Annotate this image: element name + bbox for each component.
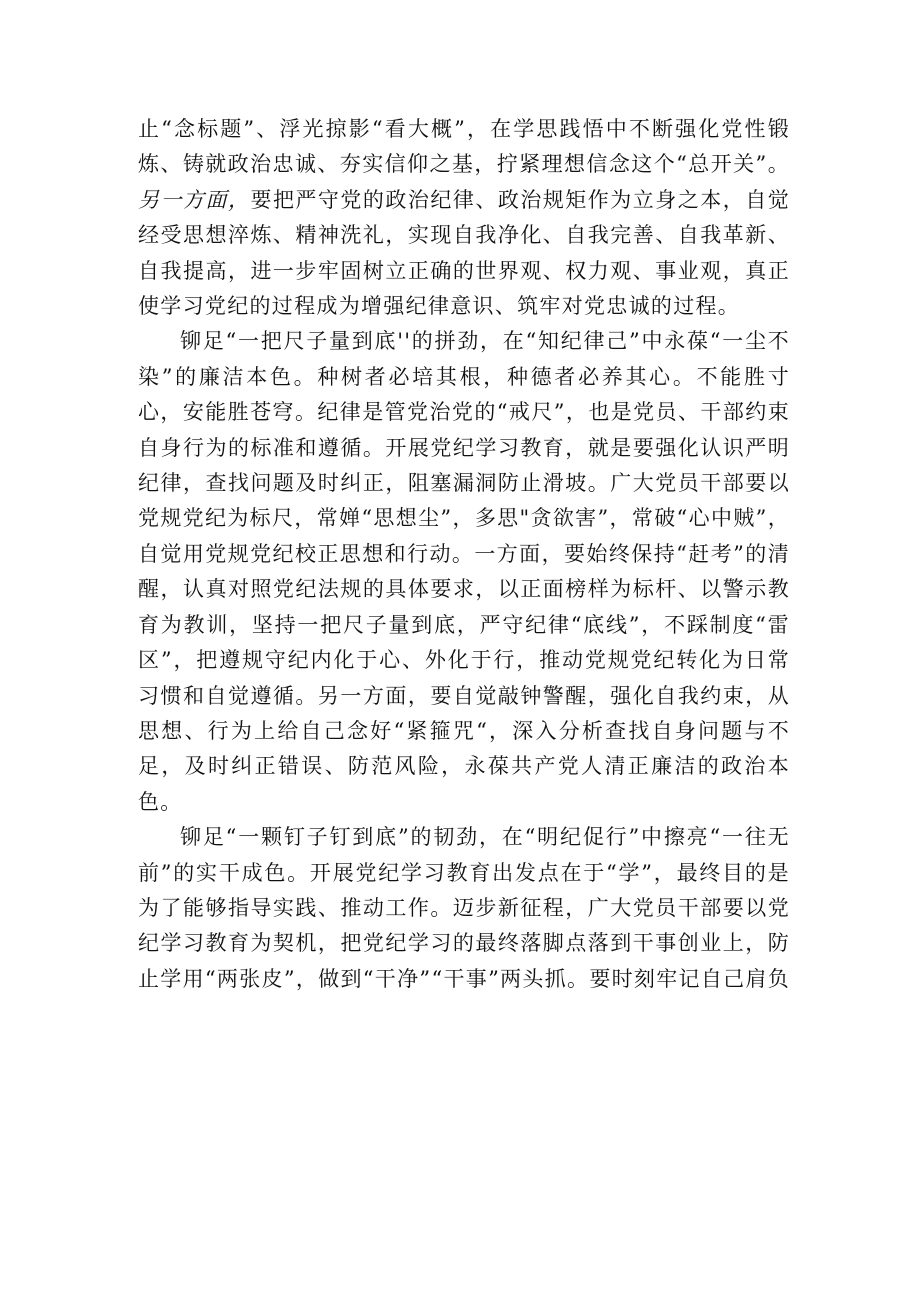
paragraph bbox=[138, 112, 790, 324]
paragraph bbox=[138, 820, 790, 997]
paragraph-text: 止“念标题”、浮光掠影“看大概”，在学思践悟中不断强化党性锻炼、铸就政治忠诚、夯实信仰之基，拧紧理想信念这个“总开关”。 bbox=[138, 117, 790, 177]
paragraph bbox=[138, 324, 790, 820]
paragraph-text: 铆足“一把尺子量到底''的拼劲，在“知纪律己”中永葆“一尘不染”的廉洁本色。种树者必培其根，种德者必养其心。不能胜寸心，安能胜苍穹。纪律是管党治党的“戒尺”，也是党员、干部约束自身行为的标准和遵循。开展党纪学习教育，就是要强化认识严明纪律，查找问题及时纠正，阻塞漏洞防止滑坡。广大党员干部要以党规党纪为标尺，常婵“思想尘”，多思"贪欲害”，常破“心中贼”，自觉用党规党纪校正思想和行动。一方面，要始终保持“赶考”的清醒，认真对照党纪法规的具体要求，以正面榜样为标杆、以警示教育为教训，坚持一把尺子量到底，严守纪律“底线”，不踩制度“雷区”，把遵规守纪内化于心、外化于行，推动党规党纪转化为日常习惯和自觉遵循。另一方面，要自觉敲钟警醒，强化自我约束，从思想、行为上给自己念好“紧箍咒“，深入分析查找自身问题与不足，及时纠正错误、防范风险，永葆共产党人清正廉洁的政治本色。 bbox=[138, 329, 790, 814]
paragraph-italic-phrase: 另一方面， bbox=[138, 187, 251, 212]
document-page bbox=[138, 112, 790, 997]
paragraph-text: 要把严守党的政治纪律、政治规矩作为立身之本，自觉经受思想淬炼、精神洗礼，实现自我净化、自我完善、自我革新、自我提高，进一步牢固树立正确的世界观、权力观、事业观，真正使学习党纪的过程成为增强纪律意识、筑牢对党忠诚的过程。 bbox=[138, 187, 791, 319]
paragraph-text: 铆足“一颗钉子钉到底”的韧劲，在“明纪促行”中擦亮“一往无前”的实干成色。开展党纪学习教育出发点在于“学”，最终目的是为了能够指导实践、推动工作。迈步新征程，广大党员干部要以党纪学习教育为契机，把党纪学习的最终落脚点落到干事创业上，防止学用“两张皮”，做到“干净”“干事”两头抓。要时刻牢记自己肩负 bbox=[138, 825, 791, 991]
